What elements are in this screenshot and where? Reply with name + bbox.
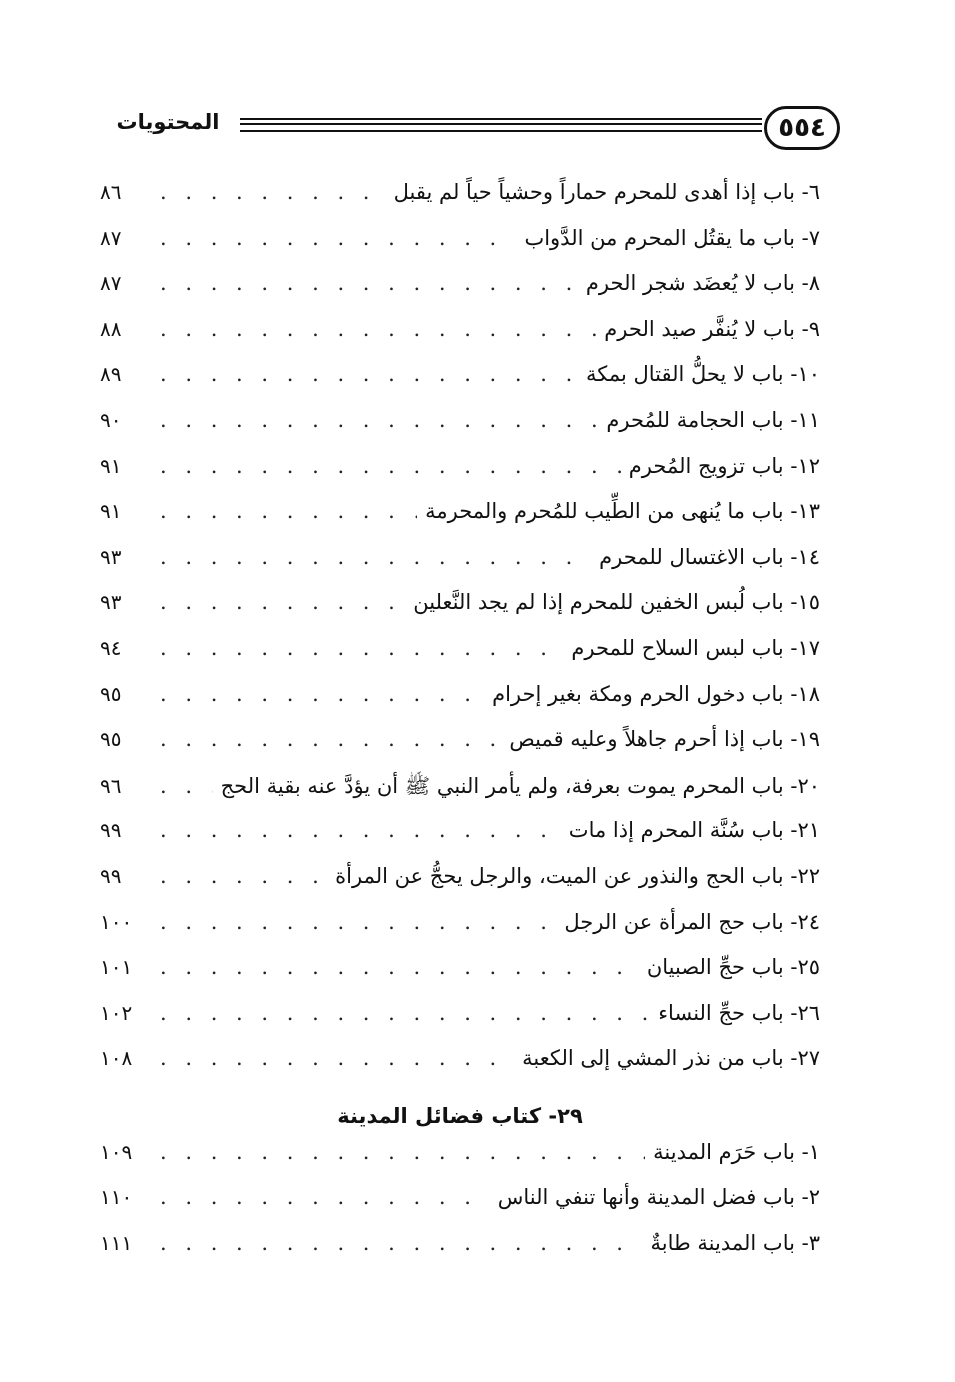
toc-entry: [100, 682, 820, 728]
toc-entry: [100, 454, 820, 500]
toc-entry-page: ٨٨: [100, 316, 122, 341]
dot-leader: [160, 955, 639, 979]
toc-entry-page: ١٠٢: [100, 1000, 133, 1025]
toc-entry-page: ٩٣: [100, 544, 122, 569]
dot-leader: [160, 1140, 645, 1164]
toc-entry-label: ١٩- باب إذا أحرم جاهلاً وعليه قميص: [509, 727, 820, 752]
toc-entry-page: ٩٥: [100, 681, 122, 706]
dot-leader: [160, 226, 516, 250]
toc-entry: [100, 499, 820, 545]
toc-entry: [100, 362, 820, 408]
toc-entry-page: ٩٤: [100, 635, 122, 660]
table-of-contents: [100, 180, 820, 1277]
toc-entry: [100, 727, 820, 773]
dot-leader: [160, 590, 405, 614]
dot-leader: [160, 408, 598, 432]
toc-entry: [100, 408, 820, 454]
toc-entry: [100, 1185, 820, 1231]
dot-leader: [160, 454, 621, 478]
toc-section-1: [100, 180, 820, 1092]
dot-leader: [160, 774, 213, 798]
toc-entry-label: ١٧- باب لبس السلاح للمحرم: [571, 635, 820, 660]
toc-entry-label: ٧- باب ما يقتُل المحرم من الدَّواب: [524, 225, 820, 250]
dot-leader: [160, 499, 417, 523]
dot-leader: [160, 1231, 643, 1255]
toc-entry: [100, 1001, 820, 1047]
toc-entry-label: ٢٧- باب من نذر المشي إلى الكعبة: [522, 1046, 820, 1071]
toc-entry: [100, 818, 820, 864]
toc-entry: [100, 271, 820, 317]
toc-entry-page: ٩٩: [100, 863, 122, 888]
toc-entry: [100, 910, 820, 956]
toc-entry: [100, 773, 820, 819]
page-header: [100, 98, 840, 162]
toc-entry-page: ٩١: [100, 453, 122, 478]
dot-leader: [160, 317, 596, 341]
toc-entry-page: ١٠٠: [100, 909, 133, 934]
toc-entry-page: ١٠٩: [100, 1139, 133, 1164]
section-heading: ٢٩- كتاب فضائل المدينة: [337, 1103, 583, 1128]
toc-entry-page: ٨٧: [100, 225, 122, 250]
toc-entry-label: ١٥- باب لُبس الخفين للمحرم إذا لم يجد النَّعلين: [413, 590, 820, 615]
toc-entry: [100, 1231, 820, 1277]
toc-entry-label: ١٢- باب تزويج المُحرم: [628, 453, 820, 478]
toc-entry-label: ٢١- باب سُنَّة المحرم إذا مات: [568, 818, 820, 843]
dot-leader: [160, 727, 501, 751]
toc-section-2: [100, 1140, 820, 1277]
toc-entry-label: ١٤- باب الاغتسال للمحرم: [599, 544, 820, 569]
toc-entry-label: ٣- باب المدينة طابةٌ: [650, 1231, 820, 1256]
toc-entry: [100, 590, 820, 636]
toc-entry: [100, 1046, 820, 1092]
toc-entry-label: ١٨- باب دخول الحرم ومكة بغير إحرام: [492, 681, 820, 706]
toc-entry: [100, 955, 820, 1001]
toc-entry-page: ٩٠: [100, 407, 122, 432]
dot-leader: [160, 180, 386, 204]
toc-entry-label: ٦- باب إذا أهدى للمحرم حماراً وحشياً حياً لم يقبل: [393, 180, 820, 204]
toc-entry: [100, 545, 820, 591]
toc-entry-page: ٨٦: [100, 180, 122, 204]
header-title: المحتويات: [116, 110, 220, 134]
dot-leader: [160, 271, 578, 295]
toc-entry-page: ٩٩: [100, 818, 122, 843]
toc-entry-page: ١٠١: [100, 955, 133, 980]
dot-leader: [160, 682, 484, 706]
page-number: ٥٥٤: [764, 106, 840, 150]
toc-entry-label: ٨- باب لا يُعضَد شجر الحرم: [585, 271, 820, 296]
toc-entry-page: ٩٣: [100, 590, 122, 615]
toc-entry: [100, 226, 820, 272]
toc-entry-label: ٢٥- باب حجِّ الصبيان: [646, 955, 820, 980]
toc-entry-label: ٢٤- باب حج المرأة عن الرجل: [564, 909, 820, 934]
toc-entry-page: ٩١: [100, 499, 122, 524]
dot-leader: [160, 1185, 490, 1209]
dot-leader: [160, 545, 591, 569]
toc-entry-label: ٩- باب لا يُنفَّر صيد الحرم: [604, 316, 820, 341]
toc-entry-page: ٨٧: [100, 271, 122, 296]
toc-entry-label: ٢- باب فضل المدينة وأنها تنفي الناس: [497, 1185, 820, 1210]
dot-leader: [160, 1001, 650, 1025]
dot-leader: [160, 818, 561, 842]
dot-leader: [160, 910, 556, 934]
toc-entry: [100, 180, 820, 226]
toc-entry-page: ٩٥: [100, 727, 122, 752]
toc-entry-label: ١١- باب الحجامة للمُحرم: [606, 407, 820, 432]
toc-entry-label: ٢٢- باب الحج والنذور عن الميت، والرجل يحجُّ عن المرأة: [335, 863, 820, 888]
toc-entry-label: ١- باب حَرَم المدينة: [653, 1139, 820, 1164]
toc-entry-label: ١٠- باب لا يحلُّ القتال بمكة: [585, 362, 820, 387]
toc-entry-page: ١٠٨: [100, 1046, 133, 1071]
dot-leader: [160, 636, 563, 660]
toc-entry-label: ١٣- باب ما يُنهى من الطِّيب للمُحرم والمحرمة: [425, 499, 820, 524]
toc-entry: [100, 317, 820, 363]
toc-entry: [100, 636, 820, 682]
toc-entry-page: ١١١: [100, 1231, 133, 1256]
toc-entry-page: ٩٦: [100, 773, 122, 798]
dot-leader: [160, 1046, 514, 1070]
dot-leader: [160, 362, 578, 386]
toc-entry-label: ٢٦- باب حجِّ النساء: [658, 1000, 820, 1025]
toc-entry-label: ٢٠- باب المحرم يموت بعرفة، ولم يأمر النبي ﷺ أن يؤدَّ عنه بقية الحج: [220, 773, 820, 798]
toc-entry: [100, 864, 820, 910]
toc-entry-page: ١١٠: [100, 1185, 133, 1210]
toc-entry: [100, 1140, 820, 1186]
dot-leader: [160, 864, 327, 888]
header-rule: [240, 118, 762, 132]
toc-entry-page: ٨٩: [100, 362, 122, 387]
